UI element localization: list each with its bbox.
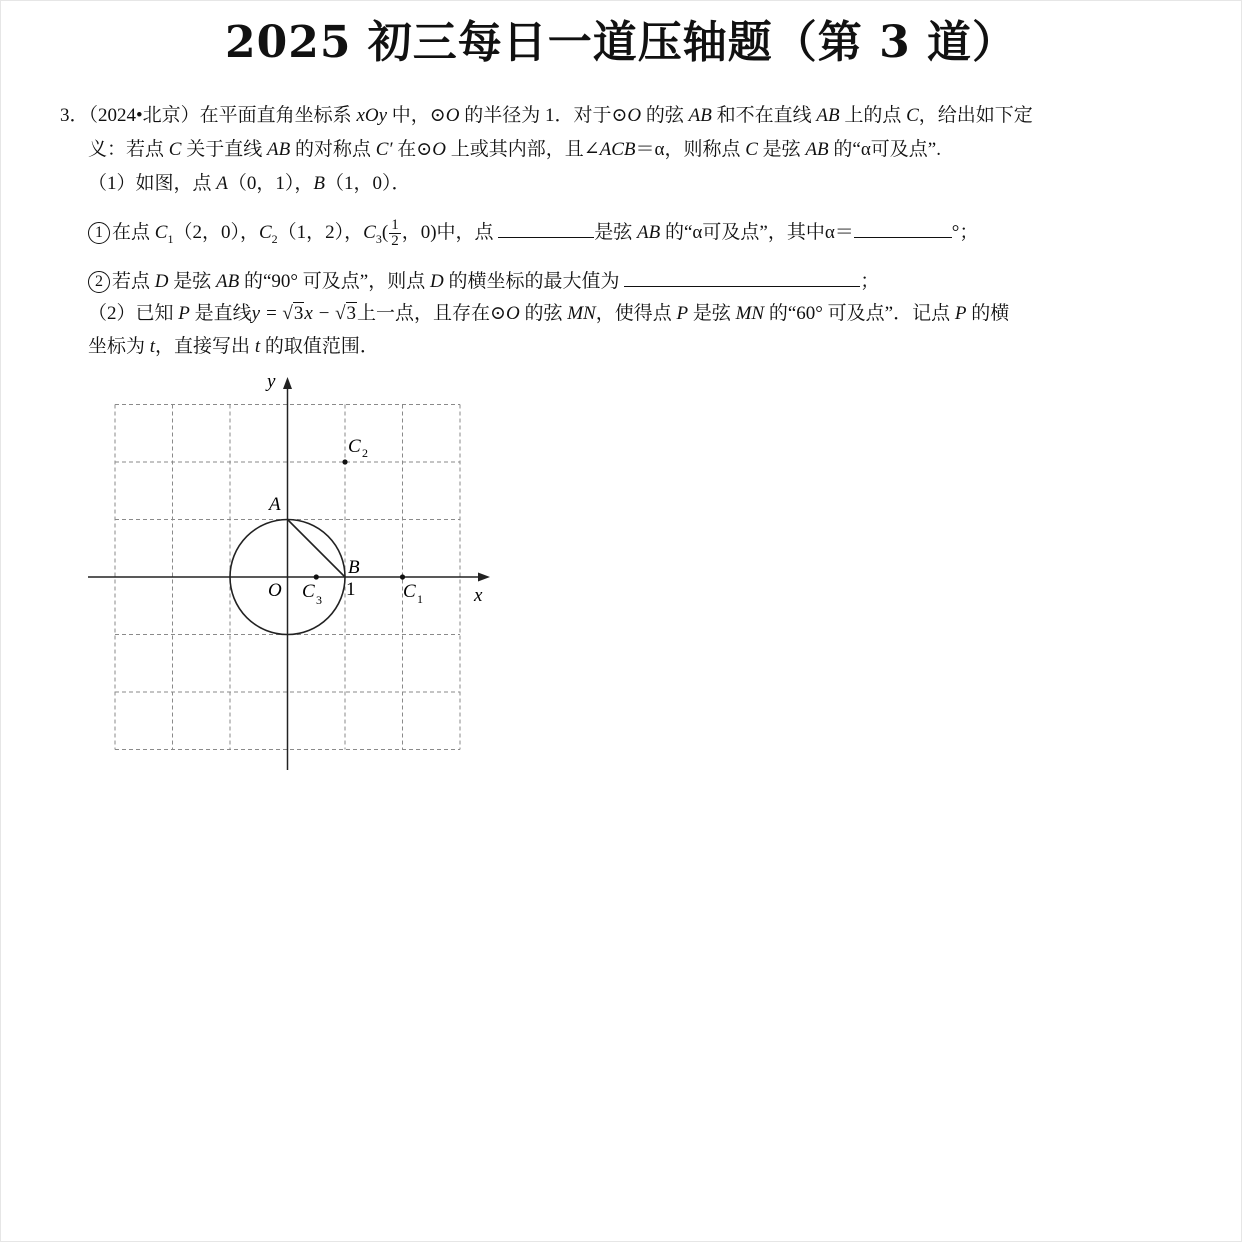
text: ，0)中，点 — [401, 222, 499, 243]
var-mn: MN — [567, 303, 596, 324]
point-c2 — [342, 459, 347, 464]
var-b: B — [313, 173, 325, 194]
fraction-one-half — [389, 218, 401, 249]
tick-label-1: 1 — [346, 579, 356, 600]
line-equation-mid: x − — [304, 303, 336, 324]
sub-question-2 — [88, 268, 879, 295]
var-c1: C — [154, 222, 168, 243]
point-a-label: A — [269, 494, 281, 515]
text: 的对称点 — [290, 139, 376, 160]
text: （1，0）． — [325, 173, 411, 194]
question-source: （2024•北京） — [88, 105, 200, 126]
text: 上一点，且存在⊙ — [357, 303, 506, 324]
var-p: P — [178, 303, 190, 324]
var-c: C — [745, 139, 758, 160]
x-axis-label: x — [474, 585, 483, 606]
var-o: O — [505, 303, 520, 324]
var-ab: AB — [805, 139, 829, 160]
text: ； — [860, 271, 880, 292]
subscript: 3 — [375, 231, 382, 246]
text: 是弦 — [168, 271, 217, 292]
text: 若点 — [112, 271, 155, 292]
var-p: P — [954, 303, 967, 324]
text: 的横坐标的最大值为 — [443, 271, 625, 292]
y-axis-label: y — [267, 371, 276, 392]
text: 的“90° 可及点”，则点 — [239, 271, 430, 292]
text: 的弦 — [519, 303, 568, 324]
text: （1）如图，点 — [88, 173, 217, 194]
subscript: 2 — [271, 231, 278, 246]
answer-blank-max-x[interactable] — [624, 268, 860, 287]
text: 上或其内部，且∠ — [445, 139, 600, 160]
y-axis-arrow-icon — [283, 377, 292, 389]
fraction-denominator: 2 — [391, 233, 399, 250]
var-c: C — [906, 105, 919, 126]
text: ＝α，则称点 — [635, 139, 746, 160]
page-title: 2025 初三每日一道压轴题（第 3 道） — [224, 17, 1018, 68]
question-line-2 — [88, 137, 941, 163]
sqrt-radicand: 3 — [346, 303, 357, 324]
part-1-intro — [88, 171, 411, 197]
circled-number-2: 2 — [88, 271, 110, 293]
var-d: D — [154, 271, 169, 292]
circled-number-1: 1 — [88, 222, 110, 244]
text: ，直接写出 — [155, 336, 255, 357]
var-mn: MN — [735, 303, 765, 324]
part-2-line-2 — [88, 334, 379, 360]
var-ab: AB — [216, 271, 240, 292]
point-c3 — [314, 574, 319, 579]
text: 的“α可及点”，其中α＝ — [660, 222, 854, 243]
question-line-1 — [60, 103, 1033, 129]
question-number: 3． — [60, 105, 89, 126]
var-t: t — [149, 336, 156, 357]
var-c-prime: C′ — [375, 139, 393, 160]
part-2-line-1 — [88, 301, 1009, 327]
text: 关于直线 — [181, 139, 267, 160]
var-c2: C — [258, 222, 272, 243]
point-c1 — [400, 574, 405, 579]
subscript: 1 — [167, 231, 174, 246]
var-o: O — [432, 139, 446, 160]
text: （0，1）， — [227, 173, 314, 194]
sqrt-sign: √ — [282, 303, 293, 324]
text: （2，0）， — [173, 222, 259, 243]
point-c1-label: C — [403, 581, 416, 602]
origin-label: O — [268, 580, 282, 601]
sqrt-sign: √ — [335, 303, 346, 324]
text: 在平面直角坐标系 — [199, 105, 357, 126]
text: 的“60° 可及点”．记点 — [764, 303, 955, 324]
var-c: C — [168, 139, 182, 160]
text: 在⊙ — [392, 139, 433, 160]
var-a: A — [216, 173, 228, 194]
text: °； — [951, 222, 979, 243]
point-c2-subscript: 2 — [362, 446, 368, 460]
text: 是弦 — [594, 222, 638, 243]
text: （1，2）， — [277, 222, 364, 243]
var-ab: AB — [637, 222, 661, 243]
answer-blank-alpha[interactable] — [854, 219, 952, 238]
var-t: t — [254, 336, 261, 357]
var-c3: C — [363, 222, 376, 243]
text: ( — [381, 222, 389, 243]
point-c2-label: C — [348, 436, 361, 457]
text: （2）已知 — [88, 303, 179, 324]
sub-question-1 — [88, 217, 978, 255]
sqrt-radicand: 3 — [293, 303, 304, 324]
x-axis-arrow-icon — [478, 573, 490, 582]
var-acb: ACB — [599, 139, 636, 160]
var-ab: AB — [688, 105, 712, 126]
text: ，使得点 — [595, 303, 677, 324]
point-c3-subscript: 3 — [316, 593, 322, 607]
fraction-numerator: 1 — [391, 217, 399, 234]
text: 和不在直线 — [711, 105, 817, 126]
var-ab: AB — [816, 105, 840, 126]
text: 在点 — [112, 222, 155, 243]
point-c3-label: C — [302, 581, 315, 602]
text: 中，⊙ — [387, 105, 446, 126]
text: 上的点 — [839, 105, 907, 126]
text: 坐标为 — [88, 336, 150, 357]
var-ab: AB — [266, 139, 291, 160]
text: 义：若点 — [88, 139, 169, 160]
var-o: O — [627, 105, 642, 126]
point-b-label: B — [348, 557, 360, 578]
point-c1-subscript: 1 — [417, 592, 423, 606]
text: 是弦 — [757, 139, 806, 160]
text: 的弦 — [641, 105, 689, 126]
text: ，给出如下定 — [918, 105, 1033, 126]
var-p: P — [676, 303, 689, 324]
var-xoy: xOy — [356, 105, 388, 126]
text: 的横 — [966, 303, 1010, 324]
text: 的半径为 1．对于⊙ — [459, 105, 628, 126]
var-d: D — [429, 271, 444, 292]
var-o: O — [445, 105, 460, 126]
answer-blank-point[interactable] — [498, 219, 594, 238]
line-equation-lhs: y = — [251, 303, 283, 324]
coordinate-diagram — [80, 365, 500, 780]
text: 是直线 — [189, 303, 252, 324]
text: 是弦 — [688, 303, 736, 324]
text: 的“α可及点”. — [828, 139, 941, 160]
text: 的取值范围． — [260, 336, 379, 357]
